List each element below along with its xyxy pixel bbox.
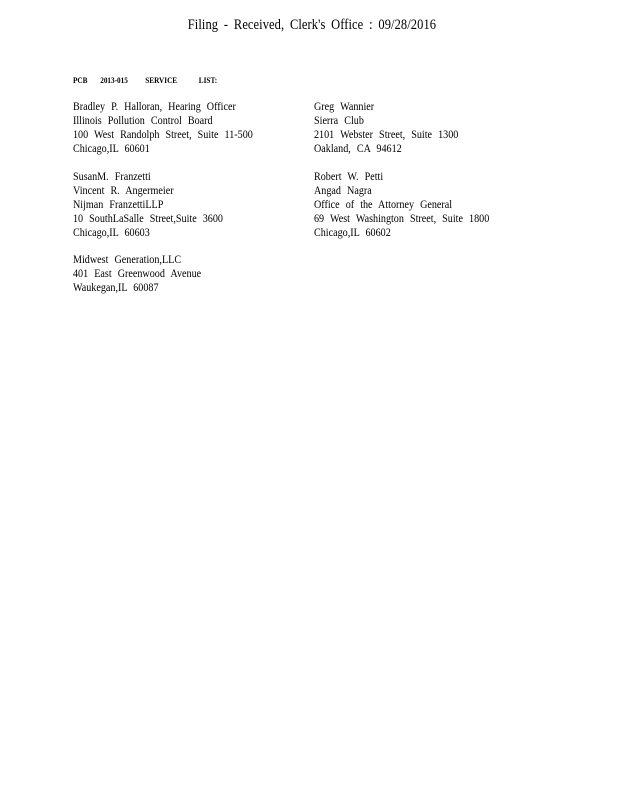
- contact-midwest-generation: [73, 253, 201, 295]
- contact-line: Chicago,IL 60603: [73, 227, 150, 239]
- filing-received-stamp: Filing - Received, Clerk's Office : 09/28/2016: [187, 17, 437, 33]
- contact-line: Nijman FranzettiLLP: [73, 199, 164, 211]
- contact-line: Midwest Generation,LLC: [73, 254, 182, 266]
- contact-line: Chicago,IL 60601: [73, 143, 150, 155]
- service-list-heading: [73, 75, 217, 85]
- contact-line: Illinois Pollution Control Board: [73, 115, 213, 127]
- contact-line: Office of the Attorney General: [314, 199, 453, 211]
- contact-line: Robert W. Petti: [314, 171, 384, 183]
- contact-line: Bradley P. Halloran, Hearing Officer: [73, 101, 236, 113]
- heading-service: SERVICE: [145, 75, 178, 85]
- contact-petti: [314, 170, 489, 240]
- heading-list: LIST:: [198, 75, 218, 85]
- contact-line: Greg Wannier: [314, 101, 375, 113]
- contact-line: 69 West Washington Street, Suite 1800: [314, 213, 490, 225]
- contact-halloran: [73, 100, 253, 156]
- contact-line: Vincent R. Angermeier: [73, 185, 174, 197]
- contact-line: Angad Nagra: [314, 185, 372, 197]
- heading-case-number: 2013-015: [100, 75, 128, 85]
- contact-line: Chicago,IL 60602: [314, 227, 391, 239]
- heading-pcb: PCB: [73, 75, 88, 85]
- contact-wannier: [314, 100, 458, 156]
- contact-line: 2101 Webster Street, Suite 1300: [314, 129, 459, 141]
- contact-line: 100 West Randolph Street, Suite 11-500: [73, 129, 253, 141]
- contact-line: Sierra Club: [314, 115, 364, 127]
- contact-line: 10 SouthLaSalle Street,Suite 3600: [73, 213, 223, 225]
- contact-line: 401 East Greenwood Avenue: [73, 268, 202, 280]
- contact-line: SusanM. Franzetti: [73, 171, 151, 183]
- contact-line: Oakland, CA 94612: [314, 143, 402, 155]
- contact-franzetti: [73, 170, 223, 240]
- contact-line: Waukegan,IL 60087: [73, 282, 159, 294]
